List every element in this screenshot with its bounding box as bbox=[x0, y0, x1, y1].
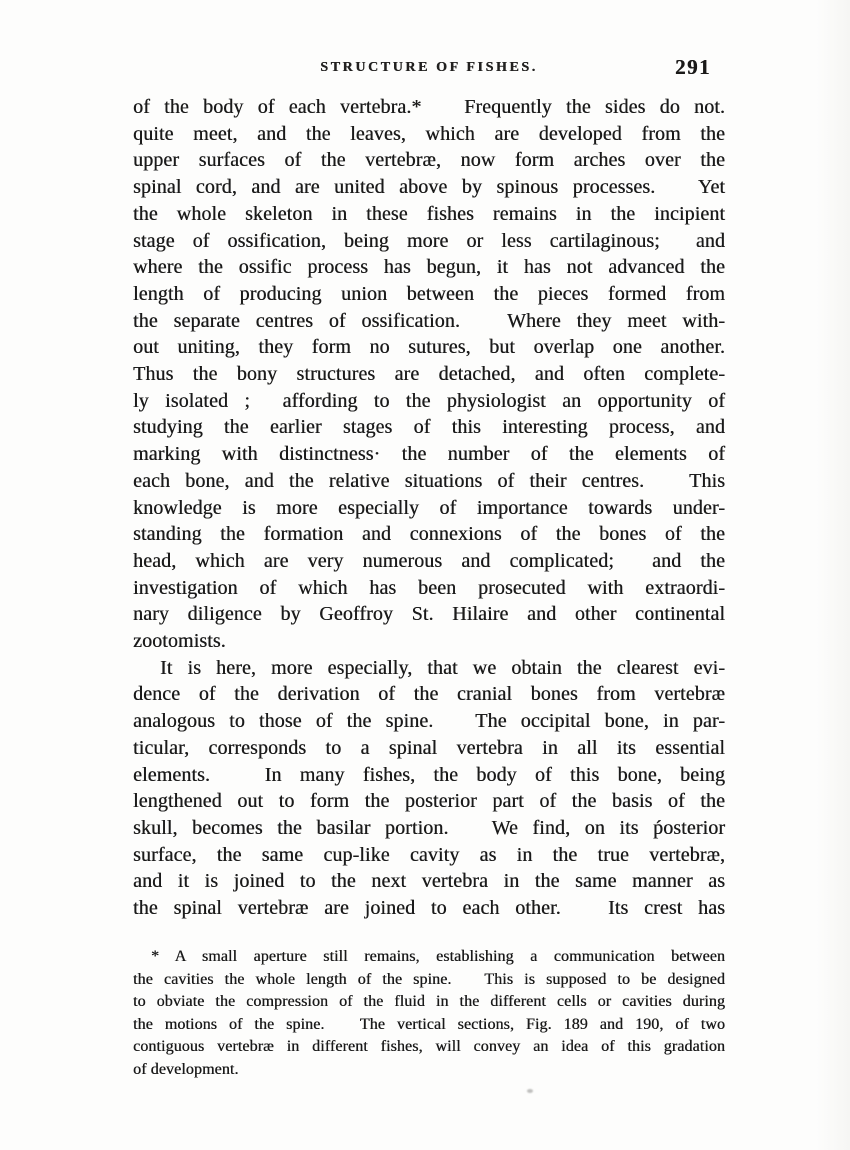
footnote-line-asterisk: * A small aperture still remains, establishing a communication between bbox=[151, 948, 725, 965]
footnote-line-end: of development. bbox=[133, 1060, 239, 1078]
text-line: ly isolated ; affording to the physiologist an opportunity of bbox=[133, 389, 725, 412]
text-line: and it is joined to the next vertebra in the same manner as bbox=[133, 870, 725, 893]
footnote-line: the cavities the whole length of the spine. This is supposed to be designed bbox=[133, 970, 725, 988]
running-title: STRUCTURE OF FISHES. bbox=[320, 60, 538, 75]
text-line: ticular, corresponds to a spinal vertebra in all its essential bbox=[133, 736, 725, 759]
text-line: nary diligence by Geoffroy St. Hilaire and other continental bbox=[133, 603, 725, 626]
text-line: stage of ossification, being more or less cartilaginous; and bbox=[133, 229, 725, 252]
footnote-block bbox=[133, 946, 725, 1081]
text-line: the whole skeleton in these fishes remains in the incipient bbox=[133, 202, 725, 225]
text-line: analogous to those of the spine. The occipital bone, in par- bbox=[133, 710, 725, 733]
footnote-line: the motions of the spine. The vertical sections, Fig. 189 and 190, of two bbox=[133, 1015, 725, 1033]
text-line: Thus the bony structures are detached, and often complete- bbox=[133, 363, 725, 386]
text-line: of the body of each vertebra.* Frequently the sides do not. bbox=[133, 96, 725, 118]
text-line: spinal cord, and are united above by spinous processes. Yet bbox=[133, 176, 725, 199]
text-line: standing the formation and connexions of the bones of the bbox=[133, 523, 725, 546]
text-line: investigation of which has been prosecuted with extraordi- bbox=[133, 576, 725, 599]
page-number: 291 bbox=[675, 55, 711, 79]
scan-speck bbox=[527, 1089, 533, 1093]
footnote-line: contiguous vertebræ in different fishes, will convey an idea of this gradation bbox=[133, 1038, 725, 1055]
text-line: surface, the same cup-like cavity as in the true vertebræ, bbox=[133, 843, 725, 866]
text-line: studying the earlier stages of this interesting process, and bbox=[133, 416, 725, 439]
page-header bbox=[133, 57, 725, 87]
text-line: the separate centres of ossification. Where they meet with- bbox=[133, 309, 725, 332]
text-line: marking with distinctness· the number of the elements of bbox=[133, 443, 725, 466]
main-text-block bbox=[133, 94, 725, 922]
text-line: head, which are very numerous and complicated; and the bbox=[133, 549, 725, 572]
text-line-paragraph-end: zootomists. bbox=[133, 630, 226, 653]
text-line: the spinal vertebræ are joined to each other. Its crest has bbox=[133, 897, 725, 920]
text-line-paragraph-start: It is here, more especially, that we obtain the clearest evi- bbox=[160, 656, 725, 679]
text-line: lengthened out to form the posterior part of the basis of the bbox=[133, 790, 725, 813]
text-line: elements. In many fishes, the body of this bone, being bbox=[133, 763, 725, 786]
text-line: upper surfaces of the vertebræ, now form arches over the bbox=[133, 149, 725, 172]
text-line: out uniting, they form no sutures, but overlap one another. bbox=[133, 336, 725, 359]
text-line: knowledge is more especially of importance towards under- bbox=[133, 496, 725, 519]
text-line: where the ossific process has begun, it has not advanced the bbox=[133, 256, 725, 279]
text-line: each bone, and the relative situations of their centres. This bbox=[133, 469, 725, 492]
footnote-line: to obviate the compression of the fluid in the different cells or cavities during bbox=[133, 993, 725, 1010]
text-line: length of producing union between the pieces formed from bbox=[133, 282, 725, 305]
text-line: quite meet, and the leaves, which are developed from the bbox=[133, 122, 725, 145]
text-line: skull, becomes the basilar portion. We find, on its ṕosterior bbox=[133, 816, 725, 839]
text-line: dence of the derivation of the cranial bones from vertebræ bbox=[133, 683, 725, 706]
